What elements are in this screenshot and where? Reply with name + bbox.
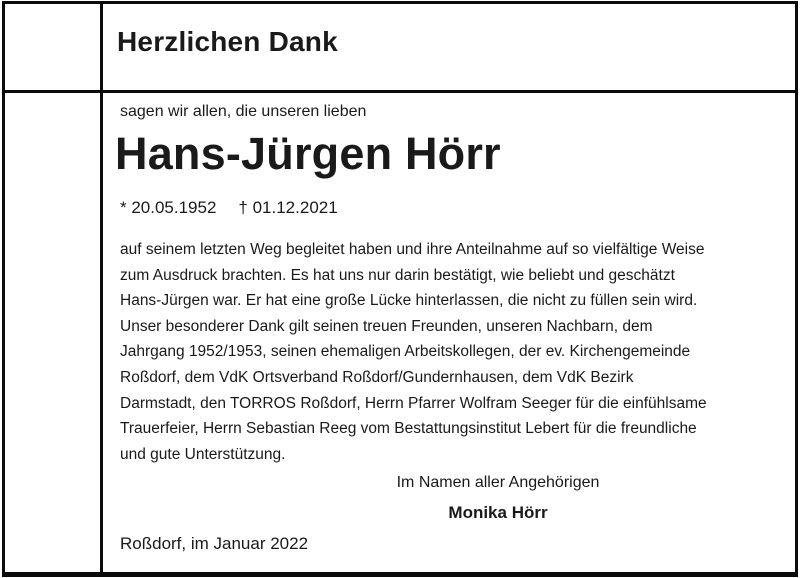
- text-line: Unser besonderer Dank gilt seinen treuen Freunden, unseren Nachbarn, dem: [120, 317, 653, 335]
- notice-title: Herzlichen Dank: [117, 26, 338, 57]
- text-line: Trauerfeier, Herrn Sebastian Reeg vom Bestattungsinstitut Lebert für die freundliche: [120, 420, 697, 438]
- closing-line: Im Namen aller Angehörigen: [396, 474, 600, 491]
- header-divider-line: [2, 90, 798, 93]
- place-date: Roßdorf, im Januar 2022: [120, 534, 309, 553]
- life-dates: [120, 198, 338, 218]
- text-line: zum Ausdruck brachten. Es hat uns nur darin bestätigt, wie beliebt und geschätzt: [120, 266, 675, 284]
- death-date: † 01.12.2021: [238, 198, 338, 217]
- text-line: Darmstadt, den TORROS Roßdorf, Herrn Pfarrer Wolfram Seeger für die einfühlsame: [120, 394, 707, 412]
- text-line: auf seinem letzten Weg begleitet haben und ihre Anteilnahme auf so vielfältige Weise: [120, 241, 705, 258]
- text-line: Jahrgang 1952/1953, seinen ehemaligen Arbeitskollegen, der ev. Kirchengemeinde: [120, 343, 691, 361]
- sign-off-block: [198, 468, 798, 528]
- text-line: Hans-Jürgen war. Er hat eine große Lücke hinterlassen, die nicht zu füllen sein wird.: [120, 292, 698, 310]
- signature-name: Monika Hörr: [448, 503, 548, 522]
- deceased-name: Hans-Jürgen Hörr: [115, 128, 501, 179]
- text-line: Roßdorf, dem VdK Ortsverband Roßdorf/Gundernhausen, dem VdK Bezirk: [120, 368, 634, 386]
- intro-line: sagen wir allen, die unseren lieben: [120, 103, 367, 120]
- thanks-text: [120, 237, 707, 467]
- birth-date: * 20.05.1952: [120, 198, 217, 217]
- text-line: und gute Unterstützung.: [120, 445, 286, 463]
- column-divider-line: [100, 1, 103, 577]
